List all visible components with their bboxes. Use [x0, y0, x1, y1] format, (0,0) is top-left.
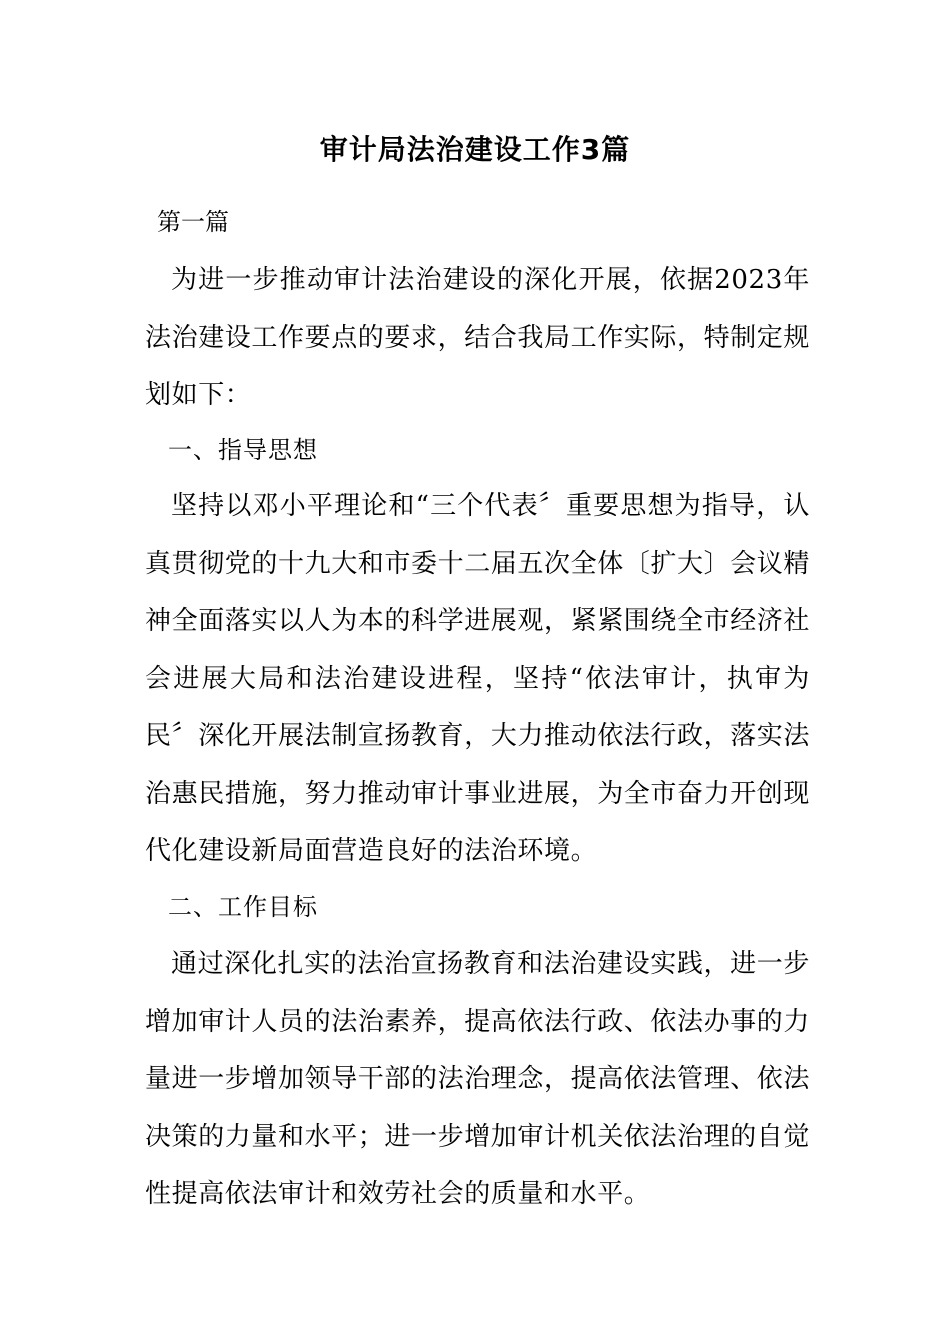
paragraph-guiding-ideology: 坚持以邓小平理论和“三个代表〞重要思想为指导，认真贯彻党的十九大和市委十二届五次全体〔扩大〕会议精神全面落实以人为本的科学进展观，紧紧围绕全市经济社会进展大局和法治建设进程，坚持“依法审计，执审为民〞深化开展法制宣扬教育，大力推动依法行政，落实法治惠民措施，努力推动审计事业进展，为全市奋力开创现代化建设新局面营造良好的法治环境。: [145, 491, 811, 866]
heading-work-objectives: 二、工作目标: [168, 893, 318, 921]
heading-guiding-ideology: 一、指导思想: [168, 436, 318, 464]
paragraph-work-objectives: 通过深化扎实的法治宣扬教育和法治建设实践，进一步增加审计人员的法治素养，提高依法行政、依法办事的力量进一步增加领导干部的法治理念，提高依法管理、依法决策的力量和水平；进一步增加审计机关依法治理的自觉性提高依法审计和效劳社会的质量和水平。: [145, 949, 811, 1209]
intro-paragraph: 为进一步推动审计法治建设的深化开展，依据2023年法治建设工作要点的要求，结合我局工作实际，特制定规划如下：: [145, 265, 811, 410]
section-label: 第一篇: [157, 208, 229, 236]
document-title: 审计局法治建设工作3篇: [319, 133, 631, 166]
